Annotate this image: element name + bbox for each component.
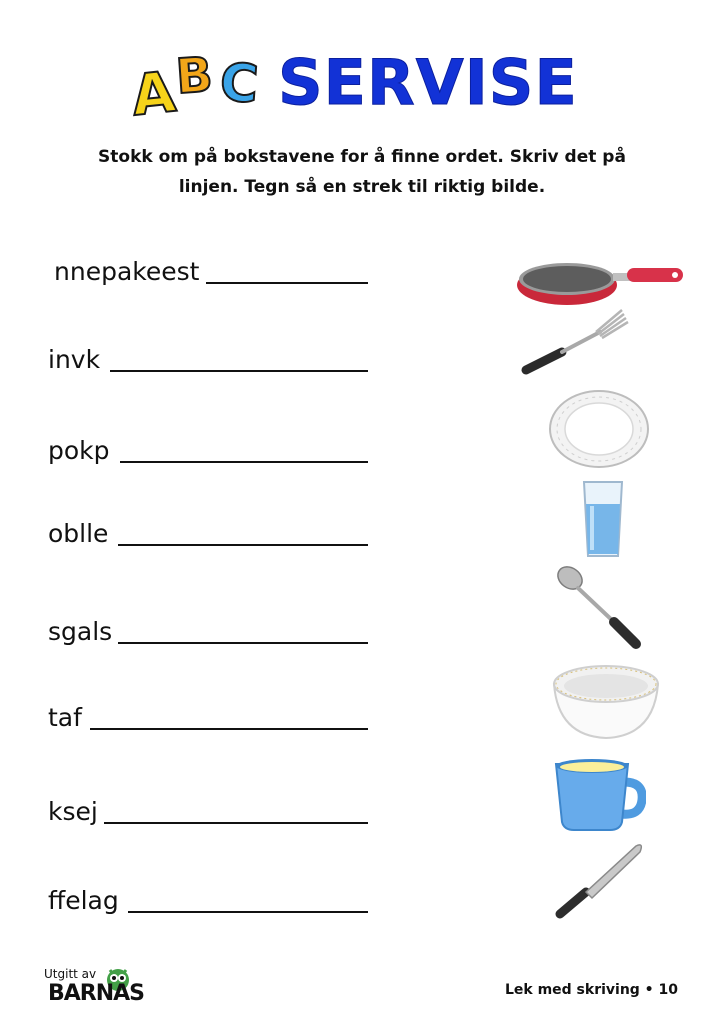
answer-line[interactable] (118, 544, 368, 546)
scrambled-word: ksej (48, 797, 98, 826)
word-row-6 (48, 692, 368, 732)
answer-line[interactable] (110, 370, 368, 372)
word-row-2 (48, 334, 368, 374)
frying-pan-icon[interactable] (515, 255, 685, 310)
instructions-line-2: linjen. Tegn så en strek til riktig bilde. (178, 177, 546, 197)
scrambled-word: invk (48, 345, 101, 374)
letter-c: C (217, 52, 261, 116)
answer-line[interactable] (206, 282, 368, 284)
page-label: Lek med skriving • 10 (504, 982, 678, 998)
spoon-icon[interactable] (552, 562, 644, 652)
word-row-3 (48, 425, 368, 465)
cup-icon[interactable] (552, 756, 646, 832)
abc-logo (128, 44, 272, 134)
scrambled-word: pokp (48, 436, 110, 465)
worksheet-header (0, 44, 724, 134)
answer-line[interactable] (118, 642, 368, 644)
scrambled-word: sgals (48, 617, 113, 646)
glass-icon[interactable] (582, 478, 624, 560)
instructions (80, 142, 644, 202)
letter-b: B (174, 46, 215, 106)
word-row-4 (48, 508, 368, 548)
word-row-7 (48, 786, 368, 826)
scrambled-word: oblle (48, 519, 109, 548)
word-row-8 (48, 875, 368, 915)
letter-a: A (128, 59, 179, 130)
word-row-5 (48, 606, 368, 646)
answer-line[interactable] (120, 461, 368, 463)
plate-icon[interactable] (548, 388, 650, 470)
fork-icon[interactable] (518, 308, 630, 378)
instructions-line-1: Stokk om på bokstavene for å finne ordet. Skriv det på (98, 147, 626, 167)
scrambled-word: taf (48, 703, 82, 732)
page-title: SERVISE (278, 46, 578, 119)
answer-line[interactable] (90, 728, 368, 730)
brand-name: BARNAS (48, 981, 145, 1006)
publisher-logo (44, 965, 184, 1009)
word-row-1 (48, 246, 368, 286)
bowl-icon[interactable] (550, 658, 662, 740)
answer-line[interactable] (104, 822, 368, 824)
published-by-label: Utgitt av (44, 967, 97, 981)
answer-line[interactable] (128, 911, 368, 913)
scrambled-word: nnepakeest (54, 257, 200, 286)
scrambled-word: ffelag (48, 886, 119, 915)
knife-icon[interactable] (552, 840, 646, 920)
